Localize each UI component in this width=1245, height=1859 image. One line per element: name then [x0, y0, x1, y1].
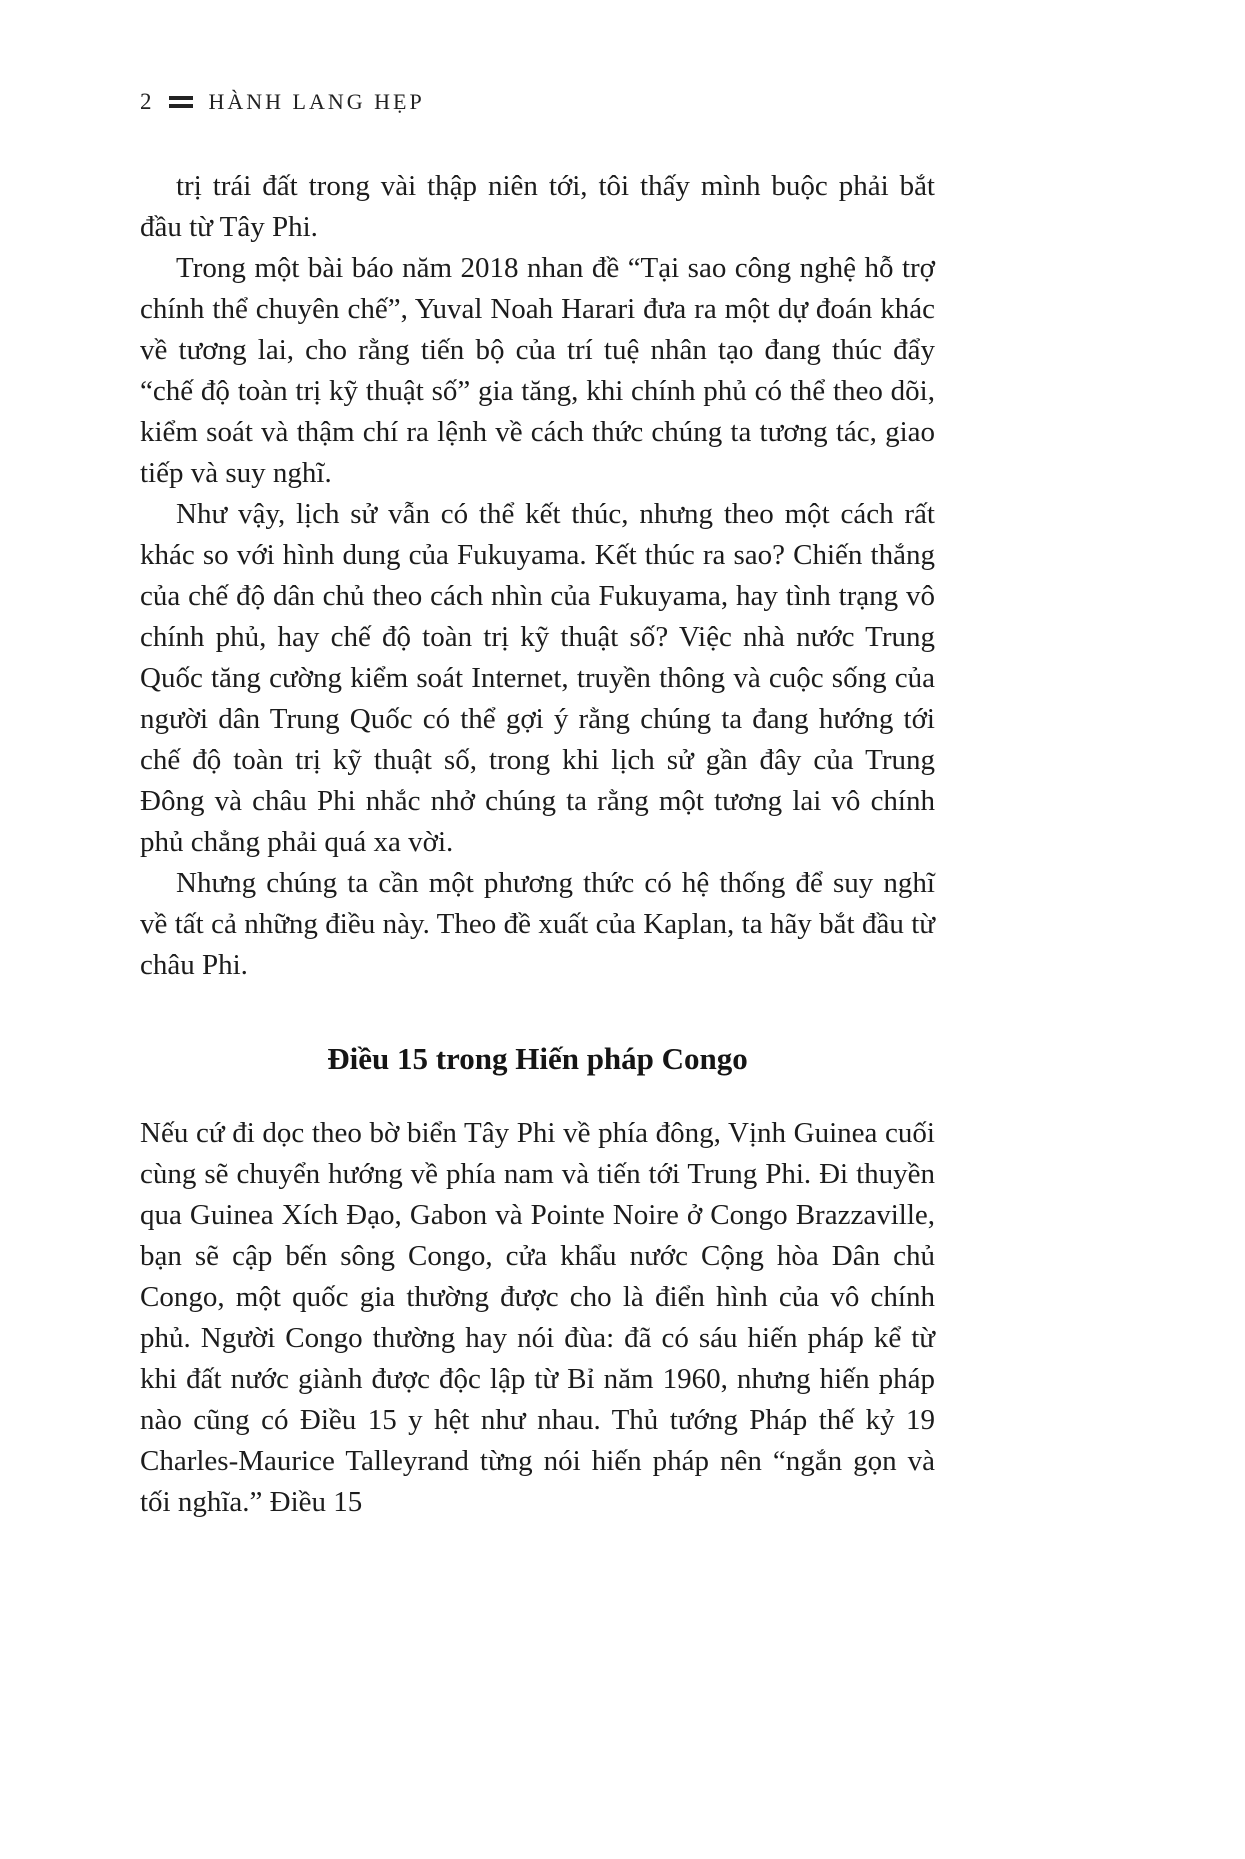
paragraph: Như vậy, lịch sử vẫn có thể kết thúc, nhưng theo một cách rất khác so với hình dung của Fukuyama. Kết thúc ra sao? Chiến thắng của chế độ dân chủ theo cách nhìn của Fukuyama, hay tình trạng vô chính phủ, hay chế độ toàn trị kỹ thuật số? Việc nhà nước Trung Quốc tăng cường kiểm soát Internet, truyền thông và cuộc sống của người dân Trung Quốc có thể gợi ý rằng chúng ta đang hướng tới chế độ toàn trị kỹ thuật số, trong khi lịch sử gần đây của Trung Đông và châu Phi nhắc nhở chúng ta rằng một tương lai vô chính phủ chẳng phải quá xa vời. — [140, 498, 935, 858]
paragraph: Trong một bài báo năm 2018 nhan đề “Tại sao công nghệ hỗ trợ chính thể chuyên chế”, Yuval Noah Harari đưa ra một dự đoán khác về tương lai, cho rằng tiến bộ của trí tuệ nhân tạo đang thúc đẩy “chế độ toàn trị kỹ thuật số” gia tăng, khi chính phủ có thể theo dõi, kiểm soát và thậm chí ra lệnh về cách thức chúng ta tương tác, giao tiếp và suy nghĩ. — [140, 252, 935, 489]
page-number: 2 — [140, 89, 153, 114]
section-heading: Điều 15 trong Hiến pháp Congo — [327, 1041, 748, 1076]
page-header — [140, 88, 935, 116]
paragraph: Nhưng chúng ta cần một phương thức có hệ thống để suy nghĩ về tất cả những điều này. Theo đề xuất của Kaplan, ta hãy bắt đầu từ châu Phi. — [140, 867, 935, 981]
book-page — [140, 88, 935, 1523]
indented-quote-continuation: trị trái đất trong vài thập niên tới, tôi thấy mình buộc phải bắt đầu từ Tây Phi. — [140, 170, 935, 243]
page-body — [140, 166, 935, 1523]
running-title: HÀNH LANG HẸP — [208, 89, 425, 114]
double-bar-icon — [169, 92, 193, 112]
paragraph: Nếu cứ đi dọc theo bờ biển Tây Phi về phía đông, Vịnh Guinea cuối cùng sẽ chuyển hướng về phía nam và tiến tới Trung Phi. Đi thuyền qua Guinea Xích Đạo, Gabon và Pointe Noire ở Congo Brazzaville, bạn sẽ cập bến sông Congo, cửa khẩu nước Cộng hòa Dân chủ Congo, một quốc gia thường được cho là điển hình của vô chính phủ. Người Congo thường hay nói đùa: đã có sáu hiến pháp kể từ khi đất nước giành được độc lập từ Bỉ năm 1960, nhưng hiến pháp nào cũng có Điều 15 y hệt như nhau. Thủ tướng Pháp thế kỷ 19 Charles-Maurice Talleyrand từng nói hiến pháp nên “ngắn gọn và tối nghĩa.” Điều 15 — [140, 1117, 935, 1518]
